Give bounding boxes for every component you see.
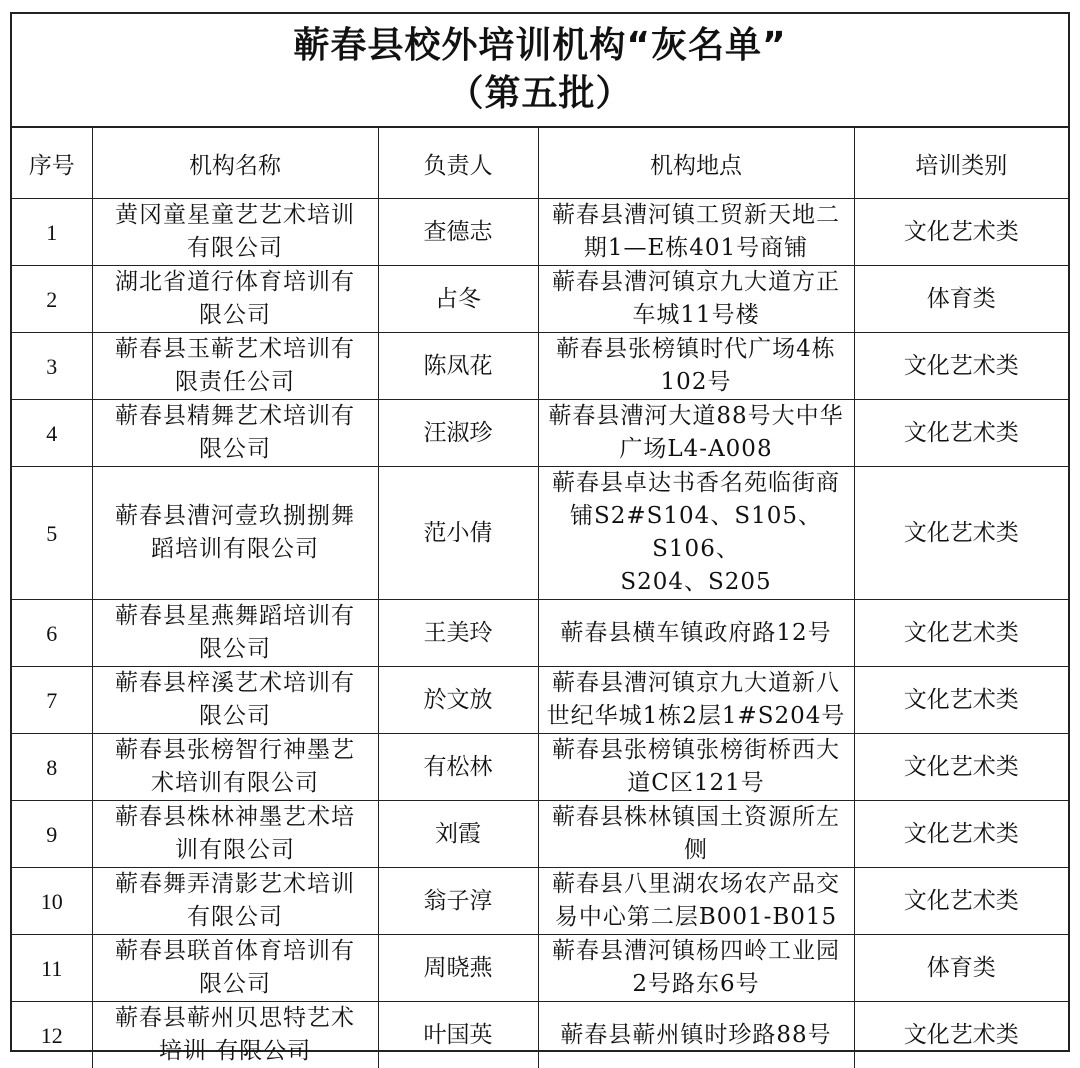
row-category: 文化艺术类 bbox=[854, 199, 1068, 266]
row-leader: 翁子淳 bbox=[378, 868, 538, 935]
org-name-line: 限公司 bbox=[97, 633, 374, 666]
row-address bbox=[538, 1002, 854, 1068]
table-row bbox=[12, 400, 1068, 467]
table-row bbox=[12, 600, 1068, 667]
org-name-line: 术培训有限公司 bbox=[97, 767, 374, 800]
table-row bbox=[12, 801, 1068, 868]
row-index: 4 bbox=[12, 400, 92, 467]
row-address bbox=[538, 333, 854, 400]
row-address bbox=[538, 667, 854, 734]
table-row bbox=[12, 935, 1068, 1002]
address-line: 侧 bbox=[543, 834, 850, 867]
org-name-line: 限公司 bbox=[97, 433, 374, 466]
org-name-line: 蕲春县星燕舞蹈培训有 bbox=[97, 600, 374, 633]
org-name-line: 蕲春县精舞艺术培训有 bbox=[97, 400, 374, 433]
row-category: 文化艺术类 bbox=[854, 400, 1068, 467]
row-address bbox=[538, 400, 854, 467]
org-name-line: 蹈培训有限公司 bbox=[97, 533, 374, 566]
row-leader: 於文放 bbox=[378, 667, 538, 734]
org-name-line: 蕲春县梓溪艺术培训有 bbox=[97, 667, 374, 700]
org-name-line: 训有限公司 bbox=[97, 834, 374, 867]
org-name-line: 有限公司 bbox=[97, 901, 374, 934]
header-index: 序号 bbox=[12, 128, 92, 199]
row-index: 5 bbox=[12, 467, 92, 600]
row-category: 体育类 bbox=[854, 266, 1068, 333]
title-block bbox=[12, 14, 1068, 128]
row-org-name bbox=[92, 935, 378, 1002]
row-leader: 范小倩 bbox=[378, 467, 538, 600]
address-line: 蕲春县张榜镇时代广场4栋 bbox=[543, 333, 850, 366]
row-index: 7 bbox=[12, 667, 92, 734]
address-line: S204、S205 bbox=[543, 566, 850, 599]
row-address bbox=[538, 266, 854, 333]
row-index: 10 bbox=[12, 868, 92, 935]
row-org-name bbox=[92, 333, 378, 400]
row-category: 文化艺术类 bbox=[854, 1002, 1068, 1068]
address-line: 期1—E栋401号商铺 bbox=[543, 232, 850, 265]
row-leader: 刘霞 bbox=[378, 801, 538, 868]
row-org-name bbox=[92, 199, 378, 266]
table-body bbox=[12, 199, 1068, 1068]
row-leader: 王美玲 bbox=[378, 600, 538, 667]
header-leader: 负责人 bbox=[378, 128, 538, 199]
row-category: 文化艺术类 bbox=[854, 868, 1068, 935]
table-row bbox=[12, 667, 1068, 734]
address-line: 蕲春县漕河镇京九大道新八 bbox=[543, 667, 850, 700]
address-line: 蕲春县卓达书香名苑临街商 bbox=[543, 467, 850, 500]
row-index: 3 bbox=[12, 333, 92, 400]
address-line: 蕲春县漕河大道88号大中华 bbox=[543, 400, 850, 433]
row-index: 2 bbox=[12, 266, 92, 333]
row-index: 12 bbox=[12, 1002, 92, 1068]
document-title: 蕲春县校外培训机构“灰名单” bbox=[12, 14, 1068, 64]
row-index: 6 bbox=[12, 600, 92, 667]
org-name-line: 蕲春县玉蕲艺术培训有 bbox=[97, 333, 374, 366]
row-address bbox=[538, 467, 854, 600]
row-org-name bbox=[92, 467, 378, 600]
row-org-name bbox=[92, 734, 378, 801]
address-line: 蕲春县张榜镇张榜街桥西大 bbox=[543, 734, 850, 767]
org-name-line: 限公司 bbox=[97, 968, 374, 1001]
row-leader: 陈凤花 bbox=[378, 333, 538, 400]
org-name-line: 培训 有限公司 bbox=[97, 1035, 374, 1068]
table-header-row bbox=[12, 128, 1068, 199]
org-name-line: 限公司 bbox=[97, 700, 374, 733]
row-address bbox=[538, 600, 854, 667]
org-name-line: 湖北省道行体育培训有 bbox=[97, 266, 374, 299]
row-leader: 查德志 bbox=[378, 199, 538, 266]
row-address bbox=[538, 935, 854, 1002]
row-address bbox=[538, 734, 854, 801]
table-row bbox=[12, 467, 1068, 600]
org-name-line: 蕲春县漕河壹玖捌捌舞 bbox=[97, 500, 374, 533]
row-category: 文化艺术类 bbox=[854, 467, 1068, 600]
row-leader: 占冬 bbox=[378, 266, 538, 333]
row-category: 文化艺术类 bbox=[854, 600, 1068, 667]
row-category: 文化艺术类 bbox=[854, 801, 1068, 868]
org-name-line: 黄冈童星童艺艺术培训 bbox=[97, 199, 374, 232]
table-row bbox=[12, 734, 1068, 801]
address-line: 蕲春县蕲州镇时珍路88号 bbox=[543, 1019, 850, 1052]
org-name-line: 限公司 bbox=[97, 299, 374, 332]
row-org-name bbox=[92, 266, 378, 333]
org-name-line: 蕲春县联首体育培训有 bbox=[97, 935, 374, 968]
address-line: 蕲春县漕河镇工贸新天地二 bbox=[543, 199, 850, 232]
address-line: 蕲春县八里湖农场农产品交 bbox=[543, 868, 850, 901]
row-leader: 叶国英 bbox=[378, 1002, 538, 1068]
row-org-name bbox=[92, 1002, 378, 1068]
header-category: 培训类别 bbox=[854, 128, 1068, 199]
row-index: 9 bbox=[12, 801, 92, 868]
table-row bbox=[12, 266, 1068, 333]
address-line: 蕲春县株林镇国土资源所左 bbox=[543, 801, 850, 834]
row-address bbox=[538, 801, 854, 868]
row-index: 8 bbox=[12, 734, 92, 801]
row-leader: 汪淑珍 bbox=[378, 400, 538, 467]
row-index: 1 bbox=[12, 199, 92, 266]
document-subtitle: （第五批） bbox=[12, 64, 1068, 112]
address-line: 102号 bbox=[543, 366, 850, 399]
address-line: 蕲春县横车镇政府路12号 bbox=[543, 617, 850, 650]
row-category: 文化艺术类 bbox=[854, 734, 1068, 801]
row-leader: 有松林 bbox=[378, 734, 538, 801]
row-address bbox=[538, 199, 854, 266]
header-address: 机构地点 bbox=[538, 128, 854, 199]
row-org-name bbox=[92, 400, 378, 467]
table-row bbox=[12, 868, 1068, 935]
row-address bbox=[538, 868, 854, 935]
address-line: 铺S2#S104、S105、S106、 bbox=[543, 500, 850, 566]
row-org-name bbox=[92, 801, 378, 868]
header-name: 机构名称 bbox=[92, 128, 378, 199]
grey-list-table bbox=[12, 128, 1068, 1068]
address-line: 道C区121号 bbox=[543, 767, 850, 800]
row-category: 文化艺术类 bbox=[854, 667, 1068, 734]
org-name-line: 蕲春县株林神墨艺术培 bbox=[97, 801, 374, 834]
org-name-line: 有限公司 bbox=[97, 232, 374, 265]
table-row bbox=[12, 199, 1068, 266]
org-name-line: 限责任公司 bbox=[97, 366, 374, 399]
address-line: 车城11号楼 bbox=[543, 299, 850, 332]
table-row bbox=[12, 333, 1068, 400]
row-org-name bbox=[92, 868, 378, 935]
row-category: 文化艺术类 bbox=[854, 333, 1068, 400]
row-category: 体育类 bbox=[854, 935, 1068, 1002]
address-line: 蕲春县漕河镇京九大道方正 bbox=[543, 266, 850, 299]
address-line: 世纪华城1栋2层1#S204号 bbox=[543, 700, 850, 733]
table-row bbox=[12, 1002, 1068, 1068]
address-line: 蕲春县漕河镇杨四岭工业园 bbox=[543, 935, 850, 968]
address-line: 易中心第二层B001-B015 bbox=[543, 901, 850, 934]
org-name-line: 蕲春县张榜智行神墨艺 bbox=[97, 734, 374, 767]
document-sheet bbox=[10, 12, 1070, 1052]
org-name-line: 蕲春舞弄清影艺术培训 bbox=[97, 868, 374, 901]
row-index: 11 bbox=[12, 935, 92, 1002]
address-line: 广场L4-A008 bbox=[543, 433, 850, 466]
row-org-name bbox=[92, 667, 378, 734]
org-name-line: 蕲春县蕲州贝思特艺术 bbox=[97, 1002, 374, 1035]
row-leader: 周晓燕 bbox=[378, 935, 538, 1002]
address-line: 2号路东6号 bbox=[543, 968, 850, 1001]
row-org-name bbox=[92, 600, 378, 667]
